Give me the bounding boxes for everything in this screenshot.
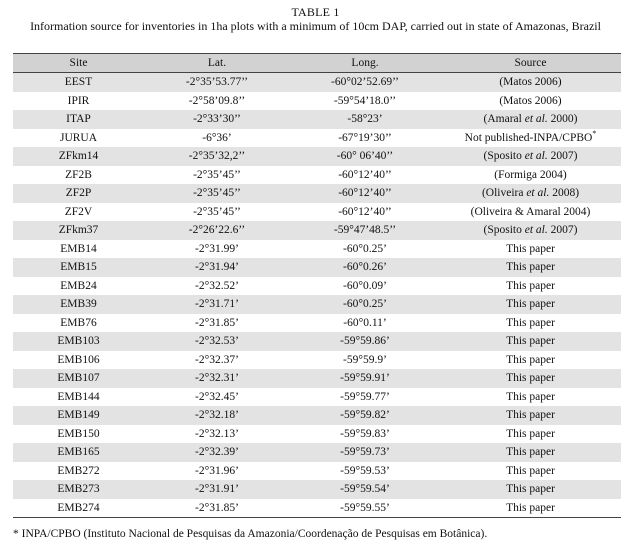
document-page <box>0 0 631 33</box>
cell-site: EMB103 <box>57 335 100 348</box>
column-header-source: Source <box>440 54 621 73</box>
cell-site: EMB274 <box>13 499 144 518</box>
cell-site: EMB165 <box>57 446 100 459</box>
cell-source: (Oliveira & Amaral 2004) <box>470 205 591 218</box>
cell-lat: -2°31.96’ <box>195 464 239 477</box>
cell-site: EMB273 <box>57 483 100 496</box>
cell-lat: -2°35’45’’ <box>193 168 241 181</box>
cell-long: -60°0.11’ <box>343 316 387 329</box>
cell-site: EMB14 <box>60 242 97 255</box>
cell-site: ZF2V <box>64 205 93 218</box>
cell-site: IPIR <box>67 94 90 107</box>
cell-long: -60°0.25’ <box>343 298 387 311</box>
cell-source: (Matos 2006) <box>499 76 562 89</box>
cell-source: This paper <box>506 316 555 329</box>
table-row <box>13 166 621 185</box>
cell-lat: -2°31.94’ <box>195 261 239 274</box>
table-label: TABLE 1 <box>291 5 340 19</box>
cell-source: This paper <box>506 390 555 403</box>
cell-long: -60°12’40’’ <box>338 205 392 218</box>
cell-site: EMB106 <box>57 353 100 366</box>
cell-long: -59°47’48.5’’ <box>333 224 397 237</box>
table-row <box>13 221 621 240</box>
table-row <box>13 92 621 111</box>
cell-long: -60°12’40’’ <box>338 187 392 200</box>
table-row <box>13 369 621 388</box>
cell-lat: -2°31.85’ <box>144 499 290 518</box>
cell-long: -59°59.82’ <box>340 409 390 422</box>
cell-source: This paper <box>506 279 555 292</box>
cell-site: ITAP <box>66 113 91 126</box>
cell-long: -67°19’30’’ <box>338 131 392 144</box>
cell-site: EMB149 <box>57 409 100 422</box>
table-row <box>13 351 621 370</box>
table-row <box>13 480 621 499</box>
column-header-site: Site <box>13 54 144 73</box>
cell-long: -58°23’ <box>347 113 383 126</box>
table-caption: Information source for inventories in 1ha plots with a minimum of 10cm DAP, carried out in state of Amazonas, Brazil <box>30 19 601 33</box>
column-header-lat: Lat. <box>144 54 290 73</box>
cell-lat: -2°32.52’ <box>195 279 239 292</box>
cell-source: This paper <box>506 242 555 255</box>
cell-source: This paper <box>506 464 555 477</box>
cell-long: -59°59.55’ <box>290 499 440 518</box>
table-row <box>13 277 621 296</box>
table-row <box>13 462 621 481</box>
cell-lat: -2°31.71’ <box>195 298 239 311</box>
cell-lat: -2°32.37’ <box>195 353 239 366</box>
cell-site: JURUA <box>59 131 98 144</box>
cell-long: -60°0.26’ <box>343 261 387 274</box>
cell-lat: -2°31.85’ <box>195 316 239 329</box>
cell-site: EMB107 <box>57 372 100 385</box>
cell-site: EMB144 <box>57 390 100 403</box>
table-row <box>13 258 621 277</box>
cell-long: -60°12’40’’ <box>338 168 392 181</box>
cell-long: -59°59.77’ <box>340 390 390 403</box>
cell-lat: -2°31.99’ <box>195 242 239 255</box>
table-row <box>13 443 621 462</box>
cell-site: EMB76 <box>60 316 97 329</box>
table-row <box>13 184 621 203</box>
cell-long: -59°59.73’ <box>340 446 390 459</box>
cell-source: This paper <box>506 483 555 496</box>
cell-lat: -2°26’22.6’’ <box>188 224 246 237</box>
cell-long: -60° 06’40’’ <box>336 150 394 163</box>
cell-lat: -2°58’09.8’’ <box>188 94 246 107</box>
inventory-table <box>13 53 621 518</box>
cell-source: This paper <box>506 353 555 366</box>
cell-lat: -2°32.13’ <box>195 427 239 440</box>
cell-long: -59°59.91’ <box>340 372 390 385</box>
cell-site: EMB15 <box>60 261 97 274</box>
table-row <box>13 406 621 425</box>
cell-source: (Sposito et al. 2007) <box>483 224 578 237</box>
cell-site: EMB39 <box>60 298 97 311</box>
table-row <box>13 129 621 148</box>
cell-site: EMB150 <box>57 427 100 440</box>
cell-source: This paper <box>506 298 555 311</box>
cell-source: Not published-INPA/CPBO* <box>464 128 597 144</box>
cell-lat: -2°32.53’ <box>195 335 239 348</box>
cell-long: -59°59.54’ <box>340 483 390 496</box>
table-row <box>13 499 621 518</box>
cell-source: This paper <box>506 427 555 440</box>
cell-source: (Amaral et al. 2000) <box>483 113 578 126</box>
cell-source: This paper <box>506 372 555 385</box>
cell-lat: -2°35’45’’ <box>193 187 241 200</box>
cell-site: ZF2P <box>65 187 92 200</box>
cell-source: (Formiga 2004) <box>494 168 567 181</box>
cell-source: (Oliveira et al. 2008) <box>481 187 580 200</box>
table-row <box>13 240 621 259</box>
cell-lat: -2°33’30’’ <box>193 113 241 126</box>
cell-long: -59°54’18.0’’ <box>333 94 397 107</box>
table-row <box>13 425 621 444</box>
cell-site: EEST <box>64 76 93 89</box>
cell-long: -59°59.9’ <box>343 353 387 366</box>
table-header-row <box>13 54 621 73</box>
cell-lat: -2°35’32,2’’ <box>188 150 246 163</box>
cell-lat: -2°31.91’ <box>195 483 239 496</box>
cell-source: (Sposito et al. 2007) <box>483 150 578 163</box>
cell-long: -60°02’52.69’’ <box>331 76 399 89</box>
cell-source: This paper <box>506 261 555 274</box>
cell-source: This paper <box>506 409 555 422</box>
cell-long: -60°0.25’ <box>343 242 387 255</box>
cell-lat: -2°35’45’’ <box>193 205 241 218</box>
table-row <box>13 332 621 351</box>
cell-source: This paper <box>440 499 621 518</box>
column-header-long: Long. <box>290 54 440 73</box>
table-row <box>13 73 621 92</box>
cell-source: This paper <box>506 335 555 348</box>
table-row <box>13 110 621 129</box>
table-row <box>13 388 621 407</box>
cell-long: -59°59.86’ <box>340 335 390 348</box>
cell-long: -60°0.09’ <box>343 279 387 292</box>
cell-long: -59°59.83’ <box>340 427 390 440</box>
cell-site: EMB272 <box>57 464 100 477</box>
table-row <box>13 147 621 166</box>
cell-source: (Matos 2006) <box>499 94 562 107</box>
footnote: * INPA/CPBO (Instituto Nacional de Pesquisas da Amazonia/Coordenação de Pesquisas em Botânica). <box>13 528 488 540</box>
table-row <box>13 314 621 333</box>
cell-lat: -2°32.31’ <box>195 372 239 385</box>
cell-lat: -2°35’53.77’’ <box>185 76 249 89</box>
cell-site: ZFkm14 <box>58 150 99 163</box>
cell-source: This paper <box>506 446 555 459</box>
cell-lat: -2°32.45’ <box>195 390 239 403</box>
table-row <box>13 203 621 222</box>
cell-lat: -2°32.39’ <box>195 446 239 459</box>
cell-lat: -6°36’ <box>202 131 232 144</box>
table-row <box>13 295 621 314</box>
cell-site: ZFkm37 <box>58 224 99 237</box>
cell-long: -59°59.53’ <box>340 464 390 477</box>
table-body <box>13 73 621 518</box>
cell-lat: -2°32.18’ <box>195 409 239 422</box>
cell-site: EMB24 <box>60 279 97 292</box>
cell-site: ZF2B <box>65 168 92 181</box>
